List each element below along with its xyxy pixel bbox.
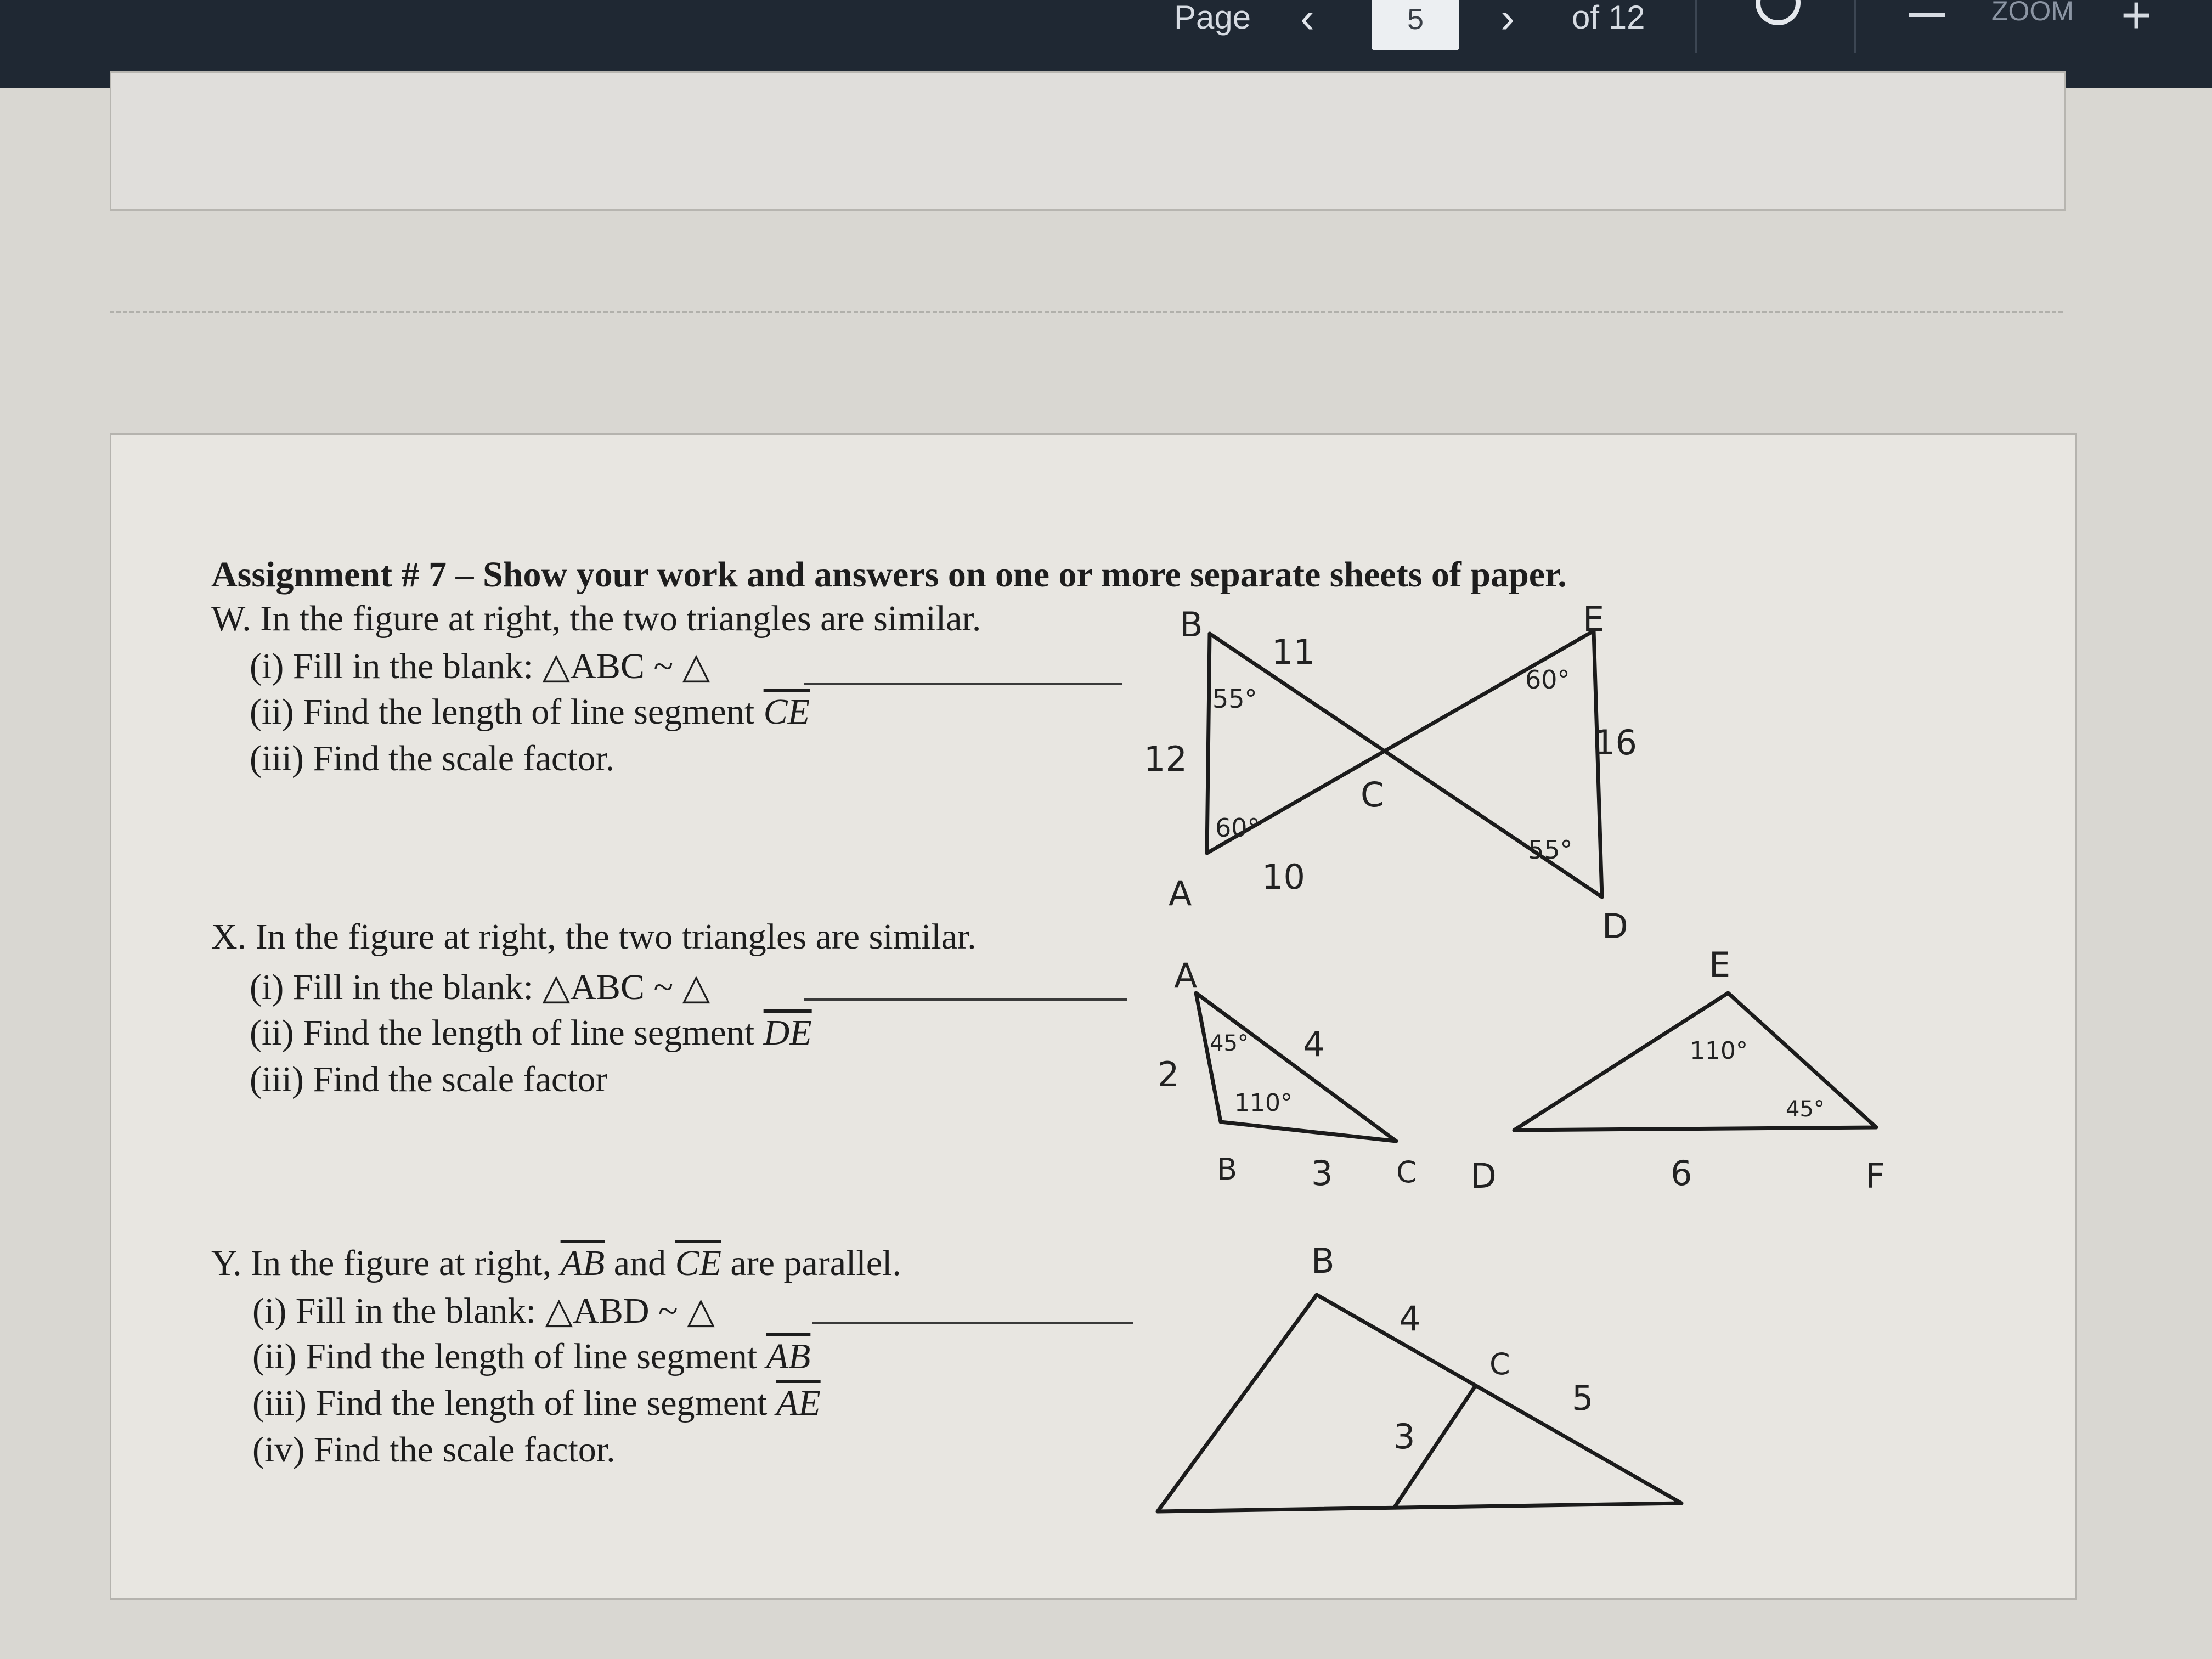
question-y-part-4: (iv) Find the scale factor. [252, 1430, 616, 1470]
label-w-side-ed: 16 [1594, 723, 1637, 763]
page-number-input[interactable]: 5 [1372, 0, 1459, 50]
label-x-side-bc: 3 [1311, 1153, 1333, 1193]
question-y-part-3-text: (iii) Find the length of line segment [252, 1383, 768, 1423]
label-w-vertex-a: A [1169, 873, 1192, 913]
label-w-angle-a: 60° [1215, 813, 1260, 843]
label-y-vertex-c: C [1489, 1347, 1510, 1381]
label-x-vertex-b: B [1217, 1152, 1238, 1187]
label-w-side-bc: 11 [1272, 632, 1315, 672]
segment-ce: $\overline{CE}$ [675, 1243, 721, 1283]
question-w-intro: W. In the figure at right, the two triangles are similar. [211, 599, 981, 639]
label-w-vertex-d: D [1602, 906, 1628, 946]
label-x-side-ab: 2 [1158, 1054, 1180, 1094]
segment-ae: $\overline{AE}$ [776, 1383, 821, 1423]
label-x-side-ac: 4 [1303, 1024, 1325, 1064]
label-w-vertex-b: B [1180, 605, 1203, 645]
question-w-part-2-text: (ii) Find the length of line segment [250, 692, 755, 732]
label-w-angle-e: 60° [1525, 665, 1570, 695]
label-x-angle-f: 45° [1786, 1097, 1825, 1122]
label-y-side-bc: 4 [1399, 1299, 1421, 1339]
segment-ab-line [1207, 634, 1210, 853]
previous-page-icon[interactable]: ‹ [1300, 0, 1314, 42]
label-x-side-df: 6 [1671, 1153, 1692, 1193]
question-y-intro-b: and [613, 1243, 667, 1283]
question-w-part-3: (iii) Find the scale factor. [250, 738, 615, 778]
segment-ae-line [1207, 631, 1594, 853]
question-w-part-1: (i) Fill in the blank: △ABC ~ △ [250, 646, 710, 686]
assignment-heading: Assignment # 7 – Show your work and answers on one or more separate sheets of paper. [211, 555, 1567, 595]
label-x-vertex-a: A [1174, 956, 1198, 996]
label-w-vertex-c: C [1361, 775, 1385, 815]
label-x-vertex-e: E [1709, 945, 1731, 985]
segment-de: $\overline{DE}$ [763, 1013, 812, 1053]
label-x-vertex-d: D [1470, 1156, 1497, 1196]
question-y-part-1: (i) Fill in the blank: △ABD ~ △ [252, 1291, 715, 1331]
segment-ed-line [1594, 631, 1602, 897]
question-x-part-3: (iii) Find the scale factor [250, 1059, 608, 1099]
question-x-part-2-text: (ii) Find the length of line segment [250, 1013, 755, 1053]
question-y-part-2-text: (ii) Find the length of line segment [252, 1336, 758, 1376]
label-x-angle-b: 110° [1234, 1089, 1293, 1117]
label-w-angle-b: 55° [1212, 684, 1257, 714]
figure-x [1196, 993, 1876, 1141]
label-w-side-ab: 12 [1144, 739, 1187, 779]
label-y-side-cd: 5 [1572, 1378, 1594, 1418]
page-label: Page [1174, 0, 1251, 36]
label-w-vertex-e: E [1583, 599, 1605, 639]
label-x-vertex-f: F [1865, 1156, 1885, 1196]
label-w-side-ac: 10 [1262, 857, 1305, 897]
zoom-in-icon[interactable]: + [2121, 0, 2152, 44]
segment-ce: $\overline{CE}$ [763, 692, 810, 732]
label-x-angle-a: 45° [1210, 1031, 1249, 1056]
segment-ab: $\overline{AB}$ [560, 1243, 605, 1283]
next-page-icon[interactable]: › [1500, 0, 1515, 42]
triangle-abc [1196, 993, 1396, 1141]
total-pages: of 12 [1572, 0, 1645, 36]
question-x-part-1: (i) Fill in the blank: △ABC ~ △ [250, 967, 710, 1007]
label-y-vertex-b: B [1311, 1241, 1335, 1281]
question-x-intro: X. In the figure at right, the two triangles are similar. [211, 917, 977, 957]
label-w-angle-d: 55° [1528, 835, 1573, 865]
question-y-intro-c: are parallel. [730, 1243, 901, 1283]
label-y-side-ce: 3 [1393, 1417, 1415, 1457]
question-y-intro-a: Y. In the figure at right, [211, 1243, 552, 1283]
segment-ab: $\overline{AB}$ [766, 1336, 811, 1376]
label-x-vertex-c: C [1396, 1155, 1417, 1189]
label-x-angle-e: 110° [1690, 1037, 1748, 1065]
zoom-label: ZOOM [1991, 0, 2074, 26]
